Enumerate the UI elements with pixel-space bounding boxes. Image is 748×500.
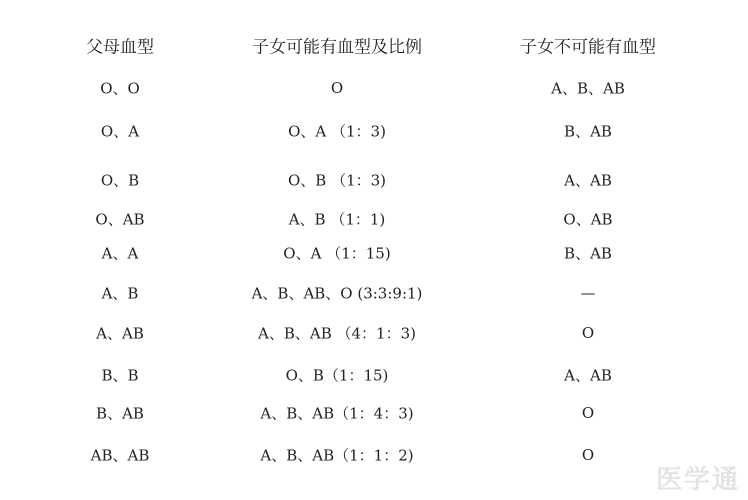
impossible-cell: A、B、AB: [551, 79, 625, 98]
header-possible: 子女可能有血型及比例: [252, 37, 422, 58]
header-parents: 父母血型: [86, 37, 154, 58]
possible-cell: A、B、AB（1：4：3): [260, 404, 414, 423]
impossible-cell: A、AB: [564, 366, 612, 385]
impossible-cell: O: [581, 324, 595, 342]
parents-cell: B、B: [101, 366, 139, 385]
impossible-cell: O、AB: [563, 210, 613, 229]
watermark-logo: 医学通: [655, 465, 740, 495]
possible-cell: A、B、AB（1：1：2): [260, 446, 414, 465]
possible-cell: O: [330, 79, 344, 97]
possible-cell: A、B、AB、O (3:3:9:1): [251, 284, 423, 303]
impossible-cell: O: [581, 446, 595, 464]
possible-cell: O、A （1：15): [283, 244, 391, 263]
parents-cell: O、AB: [95, 210, 145, 229]
possible-cell: O、B （1：3): [287, 171, 387, 190]
parents-cell: AB、AB: [90, 446, 150, 465]
parents-cell: O、O: [100, 79, 140, 98]
possible-cell: A、B、AB （4：1：3): [258, 324, 416, 343]
parents-cell: A、A: [101, 244, 139, 263]
header-impossible: 子女不可能有血型: [520, 37, 656, 58]
possible-cell: O、B（1：15): [285, 366, 389, 385]
possible-cell: A、B （1：1): [288, 210, 386, 229]
parents-cell: A、AB: [96, 324, 144, 343]
possible-cell: O、A （1：3): [288, 122, 386, 141]
parents-cell: B、AB: [96, 404, 144, 423]
impossible-cell: O: [581, 404, 595, 422]
parents-cell: O、B: [100, 171, 140, 190]
impossible-cell: A、AB: [564, 171, 612, 190]
impossible-cell: B、AB: [564, 244, 612, 263]
parents-cell: O、A: [100, 122, 140, 141]
parents-cell: A、B: [101, 284, 139, 303]
impossible-cell: B、AB: [564, 122, 612, 141]
impossible-cell: —: [580, 284, 596, 302]
